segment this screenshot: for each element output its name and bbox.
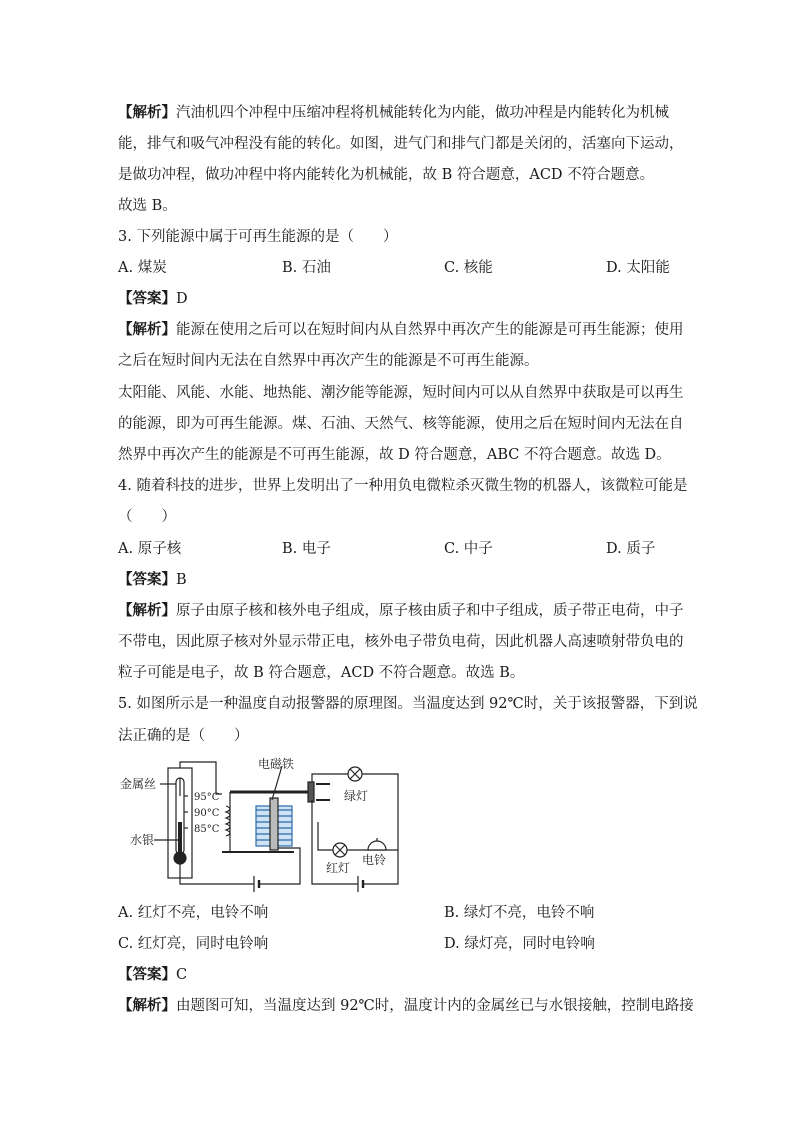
- question-3-stem: 3. 下列能源中属于可再生能源的是（ ）: [118, 229, 398, 245]
- upper-contact: [308, 782, 314, 802]
- q3-option-d: D. 太阳能: [606, 260, 670, 276]
- q5-option-b: B. 绿灯不亮，电铃不响: [444, 905, 595, 921]
- q5-analysis: 【解析】由题图可知，当温度达到 92℃时，温度计内的金属丝已与水银接触，控制电路接: [118, 997, 694, 1014]
- conclusion-line: 故选 B。: [118, 198, 177, 214]
- q5-option-c: C. 红灯亮，同时电铃响: [118, 936, 269, 952]
- q3-analysis: 【解析】能源在使用之后可以在短时间内从自然界中再次产生的能源是可再生能源；使用: [118, 321, 684, 338]
- question-5-stem-cont: 法正确的是（ ）: [118, 728, 249, 744]
- analysis-paragraph: 【解析】汽油机四个冲程中压缩冲程将机械能转化为内能，做功冲程是内能转化为机械: [118, 104, 669, 121]
- question-4-stem: 4. 随着科技的进步，世界上发明出了一种用负电微粒杀灭微生物的机器人，该微粒可能是: [118, 478, 688, 494]
- control-wire-bottom: [180, 864, 254, 884]
- control-wire-top: [180, 762, 222, 794]
- electric-bell: [368, 841, 386, 850]
- control-wire-right: [259, 848, 300, 884]
- alarm-circuit-diagram: [118, 756, 418, 892]
- q3-analysis-line: 然界中再次产生的能源是不可再生能源，故 D 符合题意，ABC 不符合题意。故选 D。: [118, 447, 671, 463]
- q4-option-a: A. 原子核: [118, 541, 182, 557]
- question-4-stem-cont: （ ）: [118, 509, 176, 525]
- q4-option-c: C. 中子: [444, 541, 493, 557]
- metal-wire-label: 金属丝: [120, 777, 157, 791]
- green-light-label: 绿灯: [344, 789, 369, 803]
- q5-answer: 【答案】C: [118, 966, 188, 983]
- q3-analysis-line: 之后在短时间内无法在自然界中再次产生的能源是不可再生能源。: [118, 353, 539, 369]
- q3-option-c: C. 核能: [444, 260, 493, 276]
- q3-option-a: A. 煤炭: [118, 260, 167, 276]
- analysis-tag: 【解析】: [118, 104, 176, 121]
- thermometer-bulb: [174, 852, 186, 864]
- mercury-label: 水银: [130, 833, 155, 847]
- q3-option-b: B. 石油: [282, 260, 331, 276]
- analysis-line: 是做功冲程，做功冲程中将内能转化为机械能，故 B 符合题意，ACD 不符合题意。: [118, 167, 655, 183]
- q3-analysis-line: 的能源，即为可再生能源。煤、石油、天然气、核等能源，使用之后在短时间内无法在自: [118, 416, 684, 432]
- q5-option-d: D. 绿灯亮，同时电铃响: [444, 936, 595, 952]
- mercury-column: [178, 822, 182, 854]
- scale-90: 90°C: [194, 808, 220, 819]
- q5-option-a: A. 红灯不亮，电铃不响: [118, 905, 269, 921]
- scale-95: 95°C: [194, 792, 220, 803]
- q4-answer: 【答案】B: [118, 571, 187, 588]
- analysis-line: 能，排气和吸气冲程没有能的转化。如图，进气门和排气门都是关闭的，活塞向下运动，: [118, 136, 684, 152]
- q3-analysis-line: 太阳能、风能、水能、地热能、潮汐能等能源，短时间内可以从自然界中获取是可以再生: [118, 385, 684, 401]
- q4-option-d: D. 质子: [606, 541, 656, 557]
- red-light-label: 红灯: [326, 861, 351, 875]
- electromagnet-label: 电磁铁: [258, 757, 295, 771]
- iron-core: [270, 798, 278, 850]
- scale-85: 85°C: [194, 824, 220, 835]
- spring: [226, 806, 230, 836]
- q4-analysis-line: 不带电，因此原子核对外显示带正电，核外电子带负电荷，因此机器人高速喷射带负电的: [118, 634, 684, 650]
- bell-label: 电铃: [362, 853, 387, 867]
- q4-analysis: 【解析】原子由原子核和核外电子组成，原子核由质子和中子组成，质子带正电荷，中子: [118, 602, 684, 619]
- q3-answer: 【答案】D: [118, 290, 188, 307]
- q4-option-b: B. 电子: [282, 541, 331, 557]
- q4-analysis-line: 粒子可能是电子，故 B 符合题意，ACD 不符合题意。故选 B。: [118, 665, 525, 681]
- question-5-stem: 5. 如图所示是一种温度自动报警器的原理图。当温度达到 92℃时，关于该报警器，下到说: [118, 696, 698, 712]
